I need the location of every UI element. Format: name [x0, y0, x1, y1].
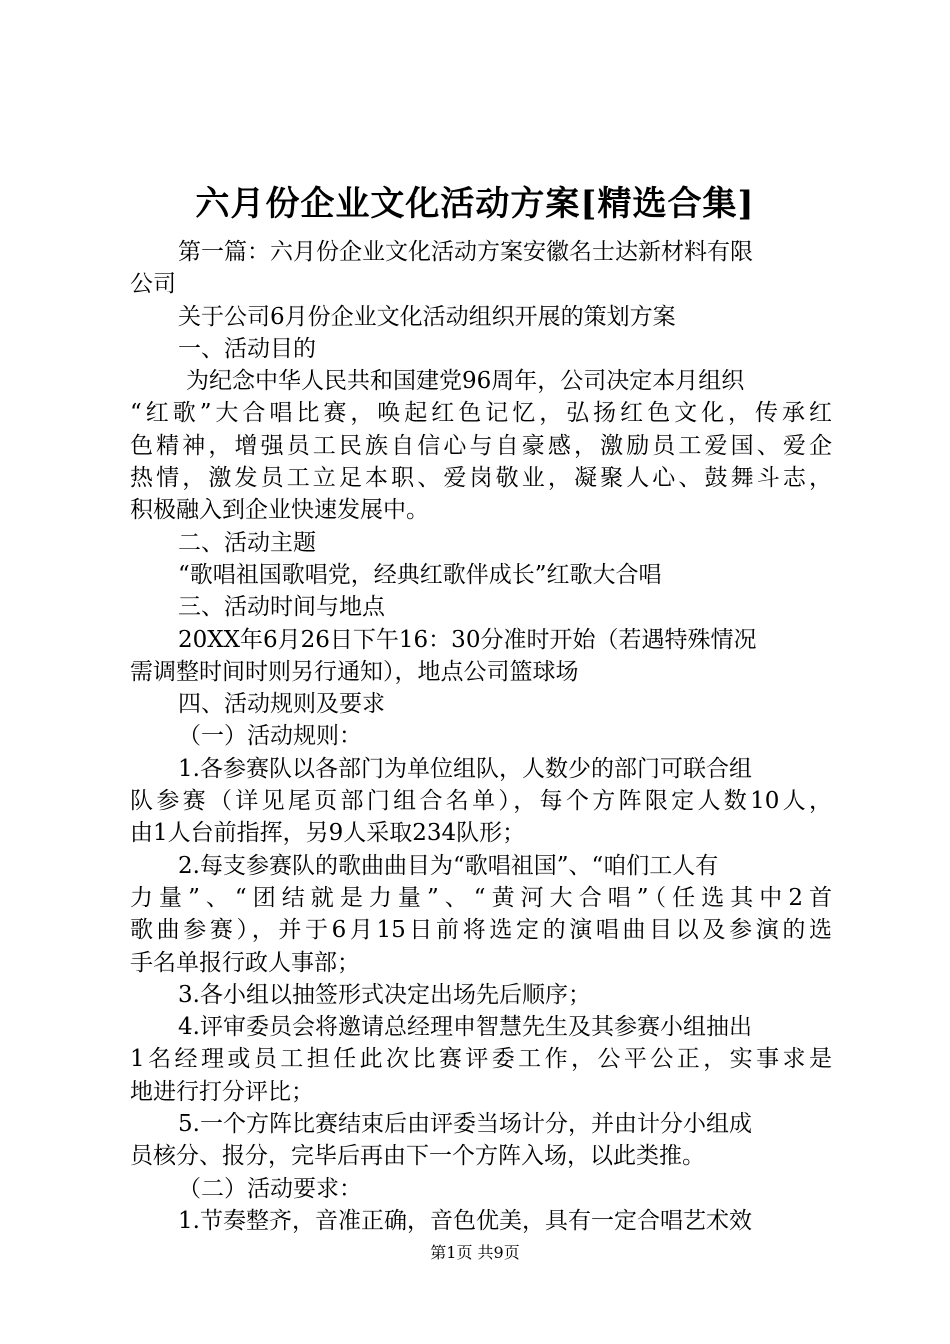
list-item-line: 歌曲参赛），并于6月15日前将选定的演唱曲目以及参演的选 [130, 917, 832, 944]
paragraph-line: 第一篇：六月份企业文化活动方案安徽名士达新材料有限 [178, 239, 753, 265]
list-item-line: 队参赛（详见尾页部门组合名单），每个方阵限定人数10人， [130, 788, 832, 815]
list-item-line: 1名经理或员工担任此次比赛评委工作，公平公正，实事求是 [130, 1046, 832, 1073]
list-item-line: 5.一个方阵比赛结束后由评委当场计分，并由计分小组成 [178, 1111, 752, 1138]
paragraph-line: 20XX年6月26日下午16：30分准时开始（若遇特殊情况 [178, 626, 757, 653]
section-heading: 四、活动规则及要求 [178, 691, 385, 718]
list-item-line: 员核分、报分，完毕后再由下一个方阵入场，以此类推。 [130, 1143, 705, 1170]
paragraph-line: 为纪念中华人民共和国建党96周年，公司决定本月组织 [186, 368, 745, 395]
document-body [130, 236, 832, 1237]
paragraph-line: “红歌”大合唱比赛，唤起红色记忆，弘扬红色文化，传承红 [130, 400, 832, 427]
list-item-line: 力量”、“团结就是力量”、“黄河大合唱”（任选其中2首 [130, 884, 832, 911]
section-heading: 二、活动主题 [178, 529, 316, 556]
paragraph-line: 积极融入到企业快速发展中。 [130, 497, 429, 524]
list-item-line: 4.评审委员会将邀请总经理申智慧先生及其参赛小组抽出 [178, 1014, 752, 1041]
paragraph-line: 热情，激发员工立足本职、爱岗敬业，凝聚人心、鼓舞斗志， [130, 465, 832, 492]
paragraph-line: 关于公司6月份企业文化活动组织开展的策划方案 [178, 303, 676, 330]
list-item-line: 1.各参赛队以各部门为单位组队，人数少的部门可联合组 [178, 755, 752, 782]
paragraph-line: 色精神，增强员工民族自信心与自豪感，激励员工爱国、爱企 [130, 432, 832, 459]
subsection-heading: （二）活动要求： [178, 1175, 362, 1202]
subsection-heading: （一）活动规则： [178, 723, 362, 750]
list-item-line: 1.节奏整齐，音准正确，音色优美，具有一定合唱艺术效 [178, 1207, 752, 1234]
list-item-line: 手名单报行政人事部； [130, 949, 360, 976]
list-item-line: 3.各小组以抽签形式决定出场先后顺序； [178, 981, 591, 1008]
paragraph-line: 需调整时间时则另行通知），地点公司篮球场 [130, 658, 579, 685]
paragraph-line: 公司 [130, 271, 176, 298]
document-title: 六月份企业文化活动方案[精选合集] [195, 184, 755, 224]
list-item-line: 2.每支参赛队的歌曲曲目为“歌唱祖国”、“咱们工人有 [178, 852, 719, 879]
section-heading: 一、活动目的 [178, 335, 316, 362]
list-item-line: 地进行打分评比； [130, 1078, 314, 1105]
paragraph-line: “歌唱祖国歌唱党，经典红歌伴成长”红歌大合唱 [178, 561, 662, 588]
list-item-line: 由1人台前指挥，另9人采取234队形； [130, 820, 526, 847]
section-heading: 三、活动时间与地点 [178, 594, 385, 621]
page-number-footer: 第1页 共9页 [430, 1243, 520, 1262]
